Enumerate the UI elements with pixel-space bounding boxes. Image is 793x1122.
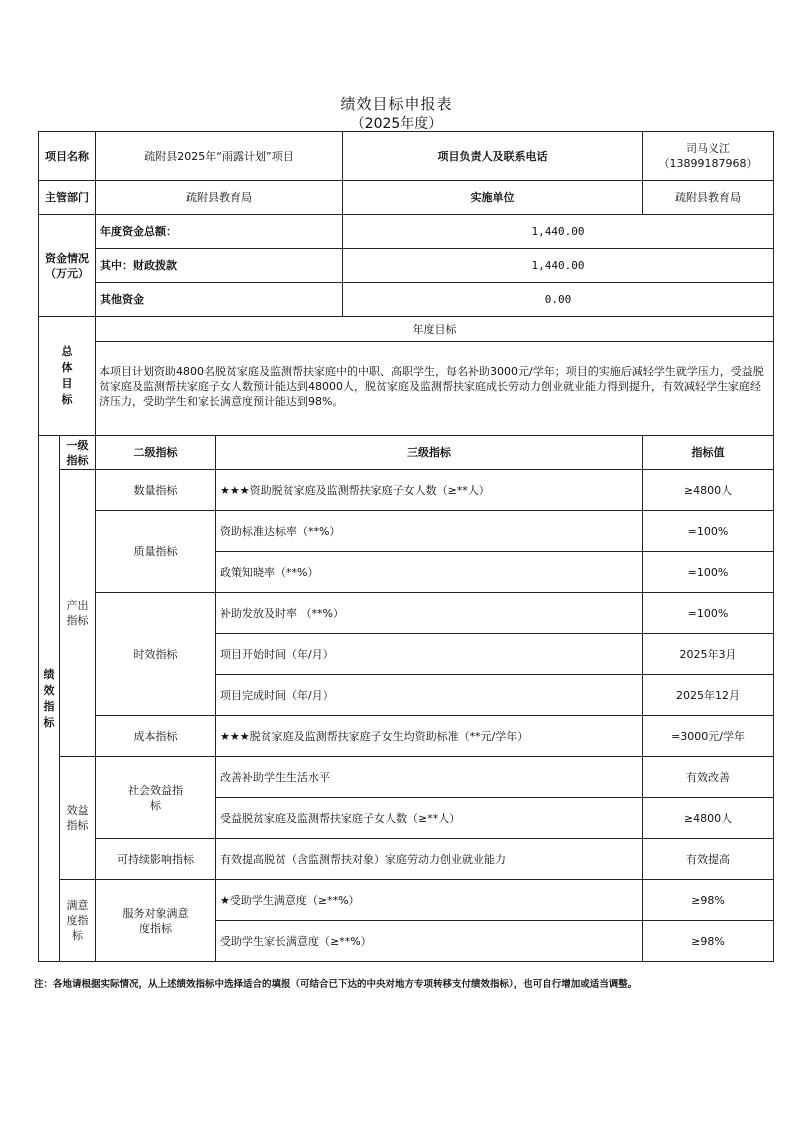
project-owner-name: 司马义江 [686, 142, 730, 155]
impl-label: 实施单位 [343, 181, 643, 215]
dept-value: 疏附县教育局 [96, 181, 343, 215]
funds-fiscal-label: 其中：财政拨款 [96, 249, 343, 283]
quality-indicator-label: 质量指标 [96, 511, 216, 593]
dept-label: 主管部门 [39, 181, 96, 215]
indicator-value: =100% [643, 552, 774, 593]
funds-other-value: 0.00 [343, 283, 774, 317]
indicator-value: ≥98% [643, 921, 774, 962]
benefit-indicator-label: 效益指标 [60, 757, 96, 880]
indicator-name: 有效提高脱贫（含监测帮扶对象）家庭劳动力创业就业能力 [216, 839, 643, 880]
funds-label: 资金情况（万元） [39, 215, 96, 317]
page-title: 绩效目标申报表 [340, 95, 453, 113]
service-satisfaction-label: 服务对象满意度指标 [96, 880, 216, 962]
project-name-value: 疏附县2025年“雨露计划”项目 [96, 132, 343, 181]
impl-value: 疏附县教育局 [643, 181, 774, 215]
indicator-name: 补助发放及时率 （**%） [216, 593, 643, 634]
indicator-value: ≥98% [643, 880, 774, 921]
project-owner-label: 项目负责人及联系电话 [343, 132, 643, 181]
cost-indicator-label: 成本指标 [96, 716, 216, 757]
indicator-name: 受助学生家长满意度（≥**%） [216, 921, 643, 962]
indicator-value: =3000元/学年 [643, 716, 774, 757]
indicator-name: 受益脱贫家庭及监测帮扶家庭子女人数（≥**人） [216, 798, 643, 839]
indicator-value: 有效提高 [643, 839, 774, 880]
header-level1: 一级指标 [60, 436, 96, 470]
output-indicator-label: 产出指标 [60, 470, 96, 757]
indicator-section-label: 绩效指标 [39, 436, 60, 962]
sustainable-impact-label: 可持续影响指标 [96, 839, 216, 880]
indicator-name: ★★★脱贫家庭及监测帮扶家庭子女生均资助标准（**元/学年） [216, 716, 643, 757]
indicator-name: 项目完成时间（年/月） [216, 675, 643, 716]
project-owner-phone: （13899187968） [658, 157, 758, 170]
indicator-value: 2025年3月 [643, 634, 774, 675]
indicator-value: 有效改善 [643, 757, 774, 798]
indicator-value: =100% [643, 511, 774, 552]
indicator-value: 2025年12月 [643, 675, 774, 716]
project-name-label: 项目名称 [39, 132, 96, 181]
annual-goal-text: 本项目计划资助4800名脱贫家庭及监测帮扶家庭中的中职、高职学生，每名补助3000元/学年；项目的实施后减轻学生就学压力，受益脱贫家庭及监测帮扶家庭子女人数预计能达到48000人，脱贫家庭及监测帮扶家庭成长劳动力创业就业能力得到提升，有效减轻学生家庭经济压力，受助学生和家长满意度预计能达到98%。 [96, 342, 774, 436]
indicator-value: ≥4800人 [643, 798, 774, 839]
funds-other-label: 其他资金 [96, 283, 343, 317]
funds-total-value: 1,440.00 [343, 215, 774, 249]
funds-fiscal-value: 1,440.00 [343, 249, 774, 283]
project-owner-cell [643, 132, 774, 181]
satisfaction-indicator-label: 满意度指标 [60, 880, 96, 962]
indicator-value: ≥4800人 [643, 470, 774, 511]
indicator-name: ★受助学生满意度（≥**%） [216, 880, 643, 921]
page-subtitle: （2025年度） [350, 116, 443, 132]
quantity-indicator-label: 数量指标 [96, 470, 216, 511]
indicator-name: 政策知晓率（**%） [216, 552, 643, 593]
header-value: 指标值 [643, 436, 774, 470]
indicator-name: ★★★资助脱贫家庭及监测帮扶家庭子女人数（≥**人） [216, 470, 643, 511]
indicator-value: =100% [643, 593, 774, 634]
funds-total-label: 年度资金总额： [96, 215, 343, 249]
indicator-name: 改善补助学生生活水平 [216, 757, 643, 798]
timeliness-indicator-label: 时效指标 [96, 593, 216, 716]
performance-target-form [38, 131, 774, 962]
footnote: 注：各地请根据实际情况，从上述绩效指标中选择适合的填报（可结合已下达的中央对地方专项转移支付绩效指标），也可自行增加或适当调整。 [34, 979, 638, 990]
indicator-name: 资助标准达标率（**%） [216, 511, 643, 552]
header-level2: 二级指标 [96, 436, 216, 470]
social-benefit-label: 社会效益指标 [96, 757, 216, 839]
header-level3: 三级指标 [216, 436, 643, 470]
overall-goal-label: 总体目标 [39, 317, 96, 436]
annual-goal-header: 年度目标 [96, 317, 774, 342]
indicator-name: 项目开始时间（年/月） [216, 634, 643, 675]
